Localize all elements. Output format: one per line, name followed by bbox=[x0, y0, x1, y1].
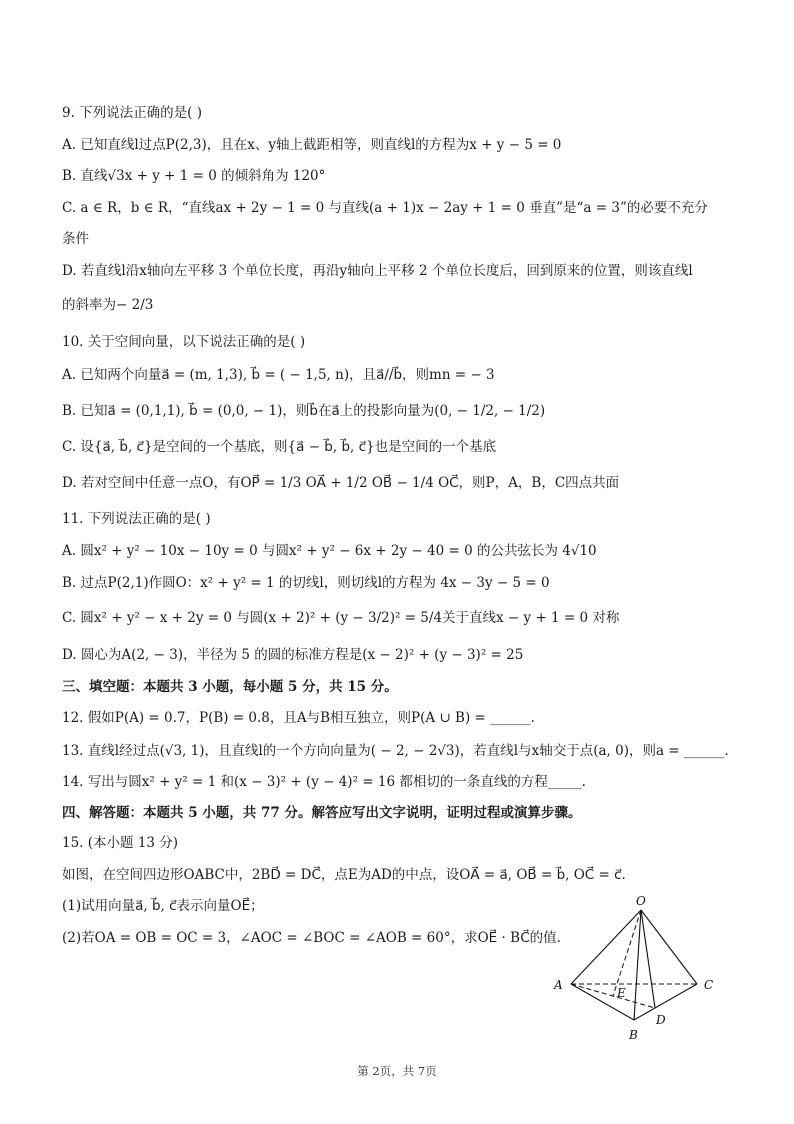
q10-option-a: A. 已知两个向量a⃗ = (m, 1,3), b⃗ = ( − 1,5, n)，且a⃗//b⃗，则mn = − 3 bbox=[62, 367, 495, 383]
q15-part2: (2)若OA = OB = OC = 3，∠AOC = ∠BOC = ∠AOB = 60°，求OE⃗ · BC⃗的值. bbox=[62, 930, 561, 946]
q11-option-b: B. 过点P(2,1)作圆O：x² + y² = 1 的切线l，则切线l的方程为 4x − 3y − 5 = 0 bbox=[62, 575, 550, 591]
q15-part1: (1)试用向量a⃗, b⃗, c⃗表示向量OE⃗； bbox=[62, 898, 264, 914]
q9-option-b: B. 直线√3x + y + 1 = 0 的倾斜角为 120° bbox=[62, 168, 326, 184]
edge-OA bbox=[571, 910, 641, 984]
q11-option-d: D. 圆心为A(2, − 3)，半径为 5 的圆的标准方程是(x − 2)² + (y − 3)² = 25 bbox=[62, 647, 524, 663]
page-footer: 第 2页，共 7页 bbox=[357, 1064, 437, 1078]
q10-option-d: D. 若对空间中任意一点O，有OP⃗ = 1/3 OA⃗ + 1/2 OB⃗ − 1/4 OC⃗，则P，A，B，C四点共面 bbox=[62, 475, 620, 491]
q10-stem: 10. 关于空间向量，以下说法正确的是( ) bbox=[62, 334, 306, 350]
label-O: O bbox=[636, 894, 646, 908]
q11-option-a: A. 圆x² + y² − 10x − 10y = 0 与圆x² + y² − 6x + 2y − 40 = 0 的公共弦长为 4√10 bbox=[62, 543, 597, 559]
edge-OD bbox=[641, 910, 655, 1008]
section-answer-heading: 四、解答题：本题共 5 小题，共 77 分。解答应写出文字说明，证明过程或演算步骤。 bbox=[62, 805, 582, 821]
q15-header: 15. (本小题 13 分) bbox=[62, 835, 179, 851]
section-fill-in-heading: 三、填空题：本题共 3 小题，每小题 5 分，共 15 分。 bbox=[62, 679, 398, 695]
label-D: D bbox=[656, 1013, 666, 1027]
q10-option-b: B. 已知a⃗ = (0,1,1), b⃗ = (0,0, − 1)，则b⃗在a⃗上的投影向量为(0, − 1/2, − 1/2) bbox=[62, 403, 546, 419]
q10-option-c: C. 设{a⃗, b⃗, c⃗}是空间的一个基底，则{a⃗ − b⃗, b⃗, c⃗}也是空间的一个基底 bbox=[62, 439, 497, 455]
q9-option-c: C. a ∈ R，b ∈ R，“直线ax + 2y − 1 = 0 与直线(a + 1)x − 2ay + 1 = 0 垂直”是“a = 3”的必要不充分 bbox=[62, 200, 708, 216]
q15-intro: 如图，在空间四边形OABC中，2BD⃗ = DC⃗，点E为AD的中点，设OA⃗ = a⃗, OB⃗ = b⃗, OC⃗ = c⃗. bbox=[62, 867, 626, 883]
q9-stem: 9. 下列说法正确的是( ) bbox=[62, 105, 202, 121]
tetrahedron-figure bbox=[540, 890, 730, 1050]
q9-option-c-cont: 条件 bbox=[62, 231, 89, 247]
q9-option-a: A. 已知直线l过点P(2,3)，且在x、y轴上截距相等，则直线l的方程为x + y − 5 = 0 bbox=[62, 137, 562, 153]
label-C: C bbox=[704, 978, 714, 992]
q12: 12. 假如P(A) = 0.7，P(B) = 0.8，且A与B相互独立，则P(A ∪ B) = ______. bbox=[62, 710, 535, 726]
q11-stem: 11. 下列说法正确的是( ) bbox=[62, 511, 211, 527]
label-B: B bbox=[629, 1028, 638, 1042]
q14: 14. 写出与圆x² + y² = 1 和(x − 3)² + (y − 4)² = 16 都相切的一条直线的方程_____. bbox=[62, 774, 586, 790]
label-A: A bbox=[554, 978, 563, 992]
edge-OC bbox=[641, 910, 697, 984]
q9-option-d-cont: 的斜率为− 2/3 bbox=[62, 297, 154, 313]
q13: 13. 直线l经过点(√3, 1)，且直线l的一个方向向量为( − 2, − 2√3)，若直线l与x轴交于点(a, 0)，则a = ______. bbox=[62, 743, 729, 759]
label-E: E bbox=[617, 986, 626, 1000]
edge-OB bbox=[634, 910, 641, 1020]
q11-option-c: C. 圆x² + y² − x + 2y = 0 与圆(x + 2)² + (y − 3/2)² = 5/4关于直线x − y + 1 = 0 对称 bbox=[62, 610, 620, 626]
q9-option-d: D. 若直线l沿x轴向左平移 3 个单位长度，再沿y轴向上平移 2 个单位长度后，回到原来的位置，则该直线l bbox=[62, 263, 693, 279]
